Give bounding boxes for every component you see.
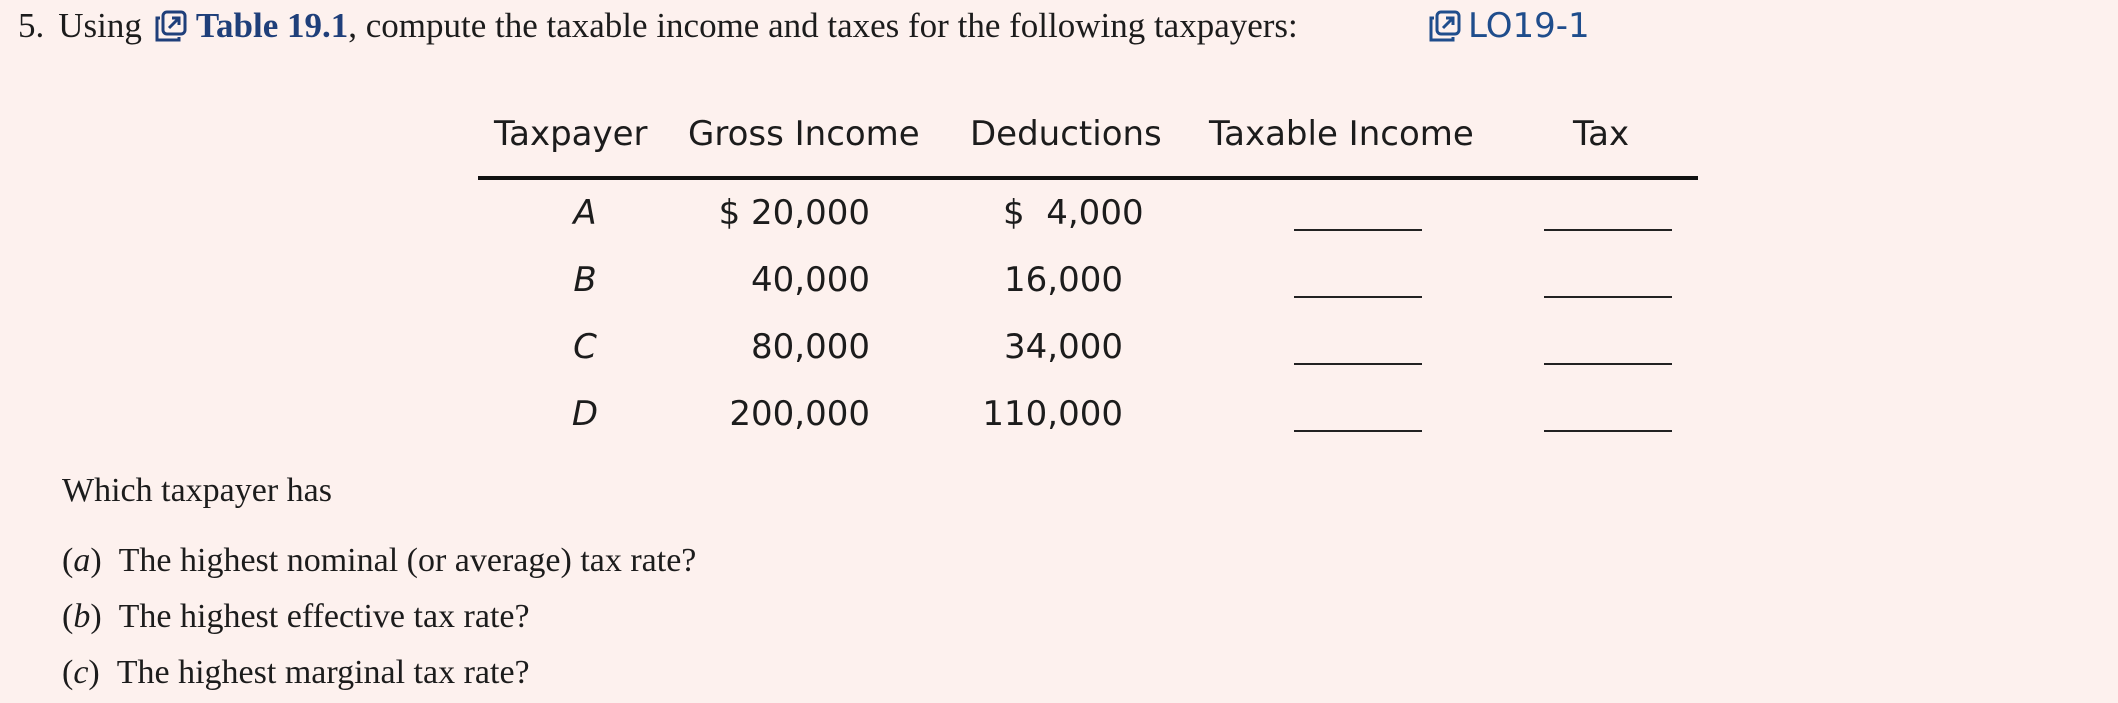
table-row	[478, 247, 1698, 314]
tax-blank[interactable]	[1544, 229, 1672, 231]
table-row	[478, 180, 1698, 247]
follow-up-intro: Which taxpayer has	[62, 472, 332, 509]
header-deductions: Deductions	[970, 114, 1162, 154]
lo-link-label[interactable]: LO19-1	[1468, 6, 1590, 46]
sub-question-b	[62, 598, 530, 636]
taxable-income-blank[interactable]	[1294, 430, 1422, 432]
sub-question-label: (c)	[62, 654, 100, 691]
table-row	[478, 314, 1698, 381]
header-tax: Tax	[1573, 114, 1630, 154]
sub-question-text: The highest nominal (or average) tax rate?	[118, 542, 697, 579]
sub-question-text: The highest marginal tax rate?	[116, 654, 530, 691]
header-gross-income: Gross Income	[688, 114, 920, 154]
cell-taxpayer: C	[573, 327, 597, 367]
taxable-income-blank[interactable]	[1294, 296, 1422, 298]
sub-question-text: The highest effective tax rate?	[118, 598, 530, 635]
table-header-row	[478, 108, 1698, 180]
question-text-after: , compute the taxable income and taxes for the following taxpayers:	[348, 6, 1298, 45]
cell-gross-income: 40,000	[751, 260, 870, 300]
tax-blank[interactable]	[1544, 296, 1672, 298]
cell-taxpayer: D	[571, 394, 599, 434]
sub-question-c	[62, 654, 530, 692]
cell-deductions: $ 4,000	[1003, 193, 1144, 233]
taxable-income-blank[interactable]	[1294, 229, 1422, 231]
taxable-income-blank[interactable]	[1294, 363, 1422, 365]
tax-blank[interactable]	[1544, 430, 1672, 432]
cell-deductions: 16,000	[1004, 260, 1123, 300]
header-taxpayer: Taxpayer	[494, 114, 648, 154]
external-link-icon[interactable]	[154, 9, 188, 43]
cell-deductions: 34,000	[1004, 327, 1123, 367]
cell-taxpayer: B	[573, 260, 597, 300]
question-text-before: Using	[58, 6, 142, 45]
cell-gross-income: 80,000	[751, 327, 870, 367]
taxpayer-table	[478, 108, 1698, 448]
external-link-icon	[1428, 9, 1462, 43]
tax-blank[interactable]	[1544, 363, 1672, 365]
learning-objective-link[interactable]	[1428, 0, 1590, 52]
table-row	[478, 381, 1698, 448]
cell-gross-income: 200,000	[729, 394, 870, 434]
question-number: 5.	[18, 6, 45, 45]
sub-question-label: (b)	[62, 598, 102, 635]
question-line	[18, 0, 1298, 52]
cell-gross-income: $ 20,000	[718, 193, 870, 233]
sub-question-a	[62, 542, 696, 580]
table-link[interactable]: Table 19.1	[195, 6, 349, 45]
cell-taxpayer: A	[573, 193, 597, 233]
cell-deductions: 110,000	[982, 394, 1123, 434]
sub-question-label: (a)	[62, 542, 102, 579]
header-taxable-income: Taxable Income	[1209, 114, 1474, 154]
